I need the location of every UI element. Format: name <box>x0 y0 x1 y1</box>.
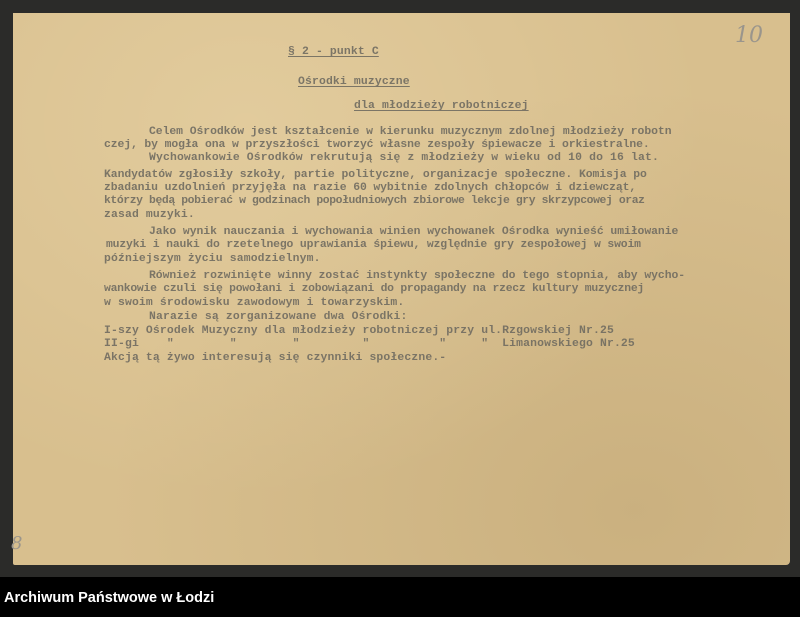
archive-footer <box>0 577 800 617</box>
body-line: muzyki i nauki do rzetelnego uprawiania śpiewu, względnie gry zespołowej w swoim <box>106 239 641 251</box>
body-line: którzy będą pobierać w godzinach popołudniowych zbiorowe lekcje gry skrzypcowej oraz <box>104 195 645 207</box>
body-line: Wychowankowie Ośrodków rekrutują się z młodzieży w wieku od 10 do 16 lat. <box>149 152 659 164</box>
body-line: II-gi " " " " " " Limanowskiego Nr.25 <box>104 338 635 350</box>
body-line: zbadaniu uzdolnień przyjęła na razie 60 wybitnie zdolnych chłopców i dziewcząt, <box>104 182 637 194</box>
archive-name: Archiwum Państwowe w Łodzi <box>4 590 215 606</box>
handwritten-page-number-bottom: 8 <box>11 533 23 554</box>
body-line: wankowie czuli się powołani i zobowiązani do propagandy na rzecz kultury muzycznej <box>104 283 645 295</box>
body-line: Akcją tą żywo interesują się czynniki społeczne.- <box>104 352 447 364</box>
body-line: Jako wynik nauczania i wychowania winien wychowanek Ośrodka wynieść umiłowanie <box>149 226 679 238</box>
body-line: Celem Ośrodków jest kształcenie w kierunku muzycznym zdolnej młodzieży robotn <box>149 126 672 138</box>
body-line: późniejszym życiu samodzielnym. <box>104 253 321 265</box>
section-heading: § 2 - punkt C <box>288 46 379 58</box>
title-line-2: dla młodzieży robotniczej <box>354 100 529 112</box>
title-line-1: Ośrodki muzyczne <box>298 76 410 88</box>
document-page <box>13 13 790 565</box>
body-line: Również rozwinięte winny zostać instynkty społeczne do tego stopnia, aby wycho- <box>149 270 686 282</box>
handwritten-page-number-top: 10 <box>735 23 763 48</box>
body-line: Narazie są zorganizowane dwa Ośrodki: <box>149 311 408 323</box>
body-line: czej, by mogła ona w przyszłości tworzyć własne zespoły śpiewacze i orkiestralne. <box>104 139 650 151</box>
body-line: w swoim środowisku zawodowym i towarzyskim. <box>104 297 405 309</box>
body-line: I-szy Ośrodek Muzyczny dla młodzieży robotniczej przy ul.Rzgowskiej Nr.25 <box>104 325 614 337</box>
body-line: Kandydatów zgłosiły szkoły, partie polityczne, organizacje społeczne. Komisja po <box>104 169 647 181</box>
body-line: zasad muzyki. <box>104 209 195 221</box>
